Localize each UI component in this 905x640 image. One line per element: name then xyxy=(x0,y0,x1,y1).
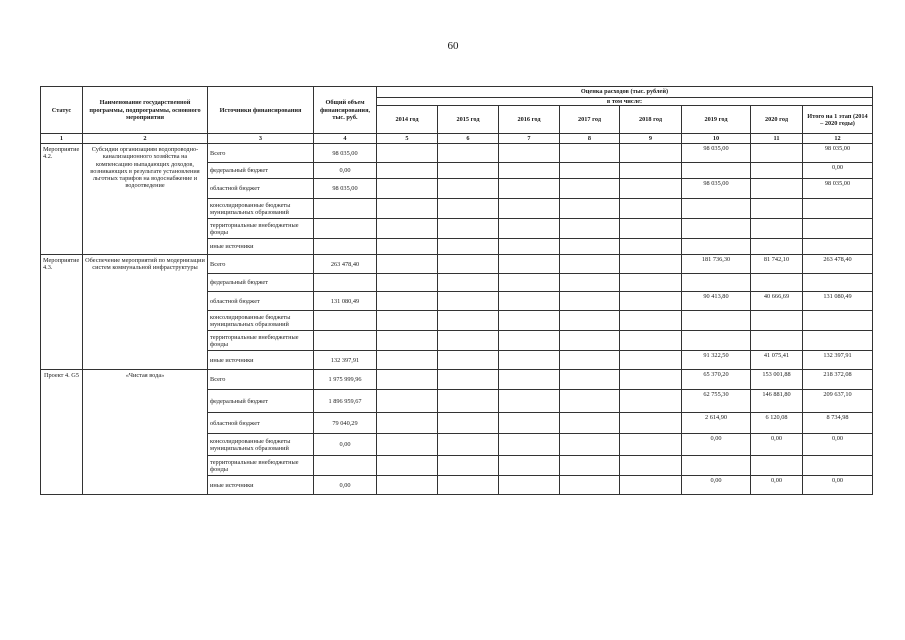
total-value: 0,00 xyxy=(314,476,377,495)
source-label: федеральный бюджет xyxy=(208,163,314,179)
column-number: 12 xyxy=(803,134,873,144)
header-name: Наименование государственной программы, подпрограммы, основного мероприятия xyxy=(83,87,208,134)
year-2020-value xyxy=(751,219,803,239)
total-value: 0,00 xyxy=(314,163,377,179)
source-label: Всего xyxy=(208,370,314,390)
total-value xyxy=(314,456,377,476)
header-estimate: Оценка расходов (тыс. рублей) xyxy=(377,87,873,98)
year-2019-value: 90 413,80 xyxy=(682,292,751,311)
source-label: областной бюджет xyxy=(208,179,314,199)
header-year-2016: 2016 год xyxy=(499,106,560,134)
year-2019-value: 0,00 xyxy=(682,476,751,495)
total-value xyxy=(314,311,377,331)
stage-total-value: 0,00 xyxy=(803,476,873,495)
year-2019-value xyxy=(682,311,751,331)
year-2020-value xyxy=(751,179,803,199)
stage-total-value xyxy=(803,239,873,255)
year-2020-value: 0,00 xyxy=(751,434,803,456)
total-value xyxy=(314,219,377,239)
year-2019-value: 2 614,90 xyxy=(682,413,751,434)
year-2020-value xyxy=(751,274,803,292)
row-status: Мероприятие 4.2. xyxy=(41,144,83,255)
total-value: 1 975 999,96 xyxy=(314,370,377,390)
year-2020-value xyxy=(751,456,803,476)
year-2019-value xyxy=(682,163,751,179)
total-value xyxy=(314,274,377,292)
year-2019-value: 98 035,00 xyxy=(682,179,751,199)
column-number: 9 xyxy=(620,134,682,144)
source-label: областной бюджет xyxy=(208,292,314,311)
source-label: консолидированные бюджеты муниципальных образований xyxy=(208,199,314,219)
year-2019-value: 98 035,00 xyxy=(682,144,751,163)
year-2020-value: 153 001,88 xyxy=(751,370,803,390)
row-name: Субсидии организациям водопроводно-канализационного хозяйства на компенсацию выпадающих доходов, возникающих в результате установления льготных тарифов на водоснабжение и водоотведение xyxy=(83,144,208,255)
total-value xyxy=(314,331,377,351)
year-2019-value: 181 736,30 xyxy=(682,255,751,274)
year-2020-value: 40 666,69 xyxy=(751,292,803,311)
column-number: 11 xyxy=(751,134,803,144)
stage-total-value: 131 080,49 xyxy=(803,292,873,311)
year-2019-value xyxy=(682,219,751,239)
source-label: консолидированные бюджеты муниципальных образований xyxy=(208,311,314,331)
year-2020-value: 0,00 xyxy=(751,476,803,495)
header-year-2020: 2020 год xyxy=(751,106,803,134)
header-status: Статус xyxy=(41,87,83,134)
column-number: 3 xyxy=(208,134,314,144)
total-value: 131 080,49 xyxy=(314,292,377,311)
year-2020-value xyxy=(751,239,803,255)
stage-total-value: 263 478,40 xyxy=(803,255,873,274)
column-number: 2 xyxy=(83,134,208,144)
stage-total-value: 98 035,00 xyxy=(803,179,873,199)
row-status: Проект 4. G5 xyxy=(41,370,83,495)
stage-total-value xyxy=(803,331,873,351)
source-label: иные источники xyxy=(208,476,314,495)
stage-total-value: 98 035,00 xyxy=(803,144,873,163)
total-value: 0,00 xyxy=(314,434,377,456)
header-total: Общий объем финансирования, тыс. руб. xyxy=(314,87,377,134)
year-2020-value: 6 120,08 xyxy=(751,413,803,434)
header-year-2015: 2015 год xyxy=(438,106,499,134)
header-year-2019: 2019 год xyxy=(682,106,751,134)
source-label: федеральный бюджет xyxy=(208,390,314,413)
year-2019-value xyxy=(682,199,751,219)
stage-total-value: 218 372,08 xyxy=(803,370,873,390)
year-2019-value: 0,00 xyxy=(682,434,751,456)
year-2020-value: 81 742,10 xyxy=(751,255,803,274)
header-stage-total: Итого на 1 этап (2014 – 2020 годы) xyxy=(803,106,873,134)
column-number: 1 xyxy=(41,134,83,144)
total-value xyxy=(314,239,377,255)
source-label: областной бюджет xyxy=(208,413,314,434)
source-label: иные источники xyxy=(208,239,314,255)
year-2019-value xyxy=(682,274,751,292)
column-number: 7 xyxy=(499,134,560,144)
total-value: 1 896 959,67 xyxy=(314,390,377,413)
header-source: Источники финансирования xyxy=(208,87,314,134)
year-2020-value xyxy=(751,144,803,163)
stage-total-value: 209 637,10 xyxy=(803,390,873,413)
stage-total-value xyxy=(803,311,873,331)
row-status: Мероприятие 4.3. xyxy=(41,255,83,370)
expenditure-table xyxy=(40,86,873,495)
column-number: 6 xyxy=(438,134,499,144)
source-label: Всего xyxy=(208,255,314,274)
header-year-2017: 2017 год xyxy=(560,106,620,134)
page-number: 60 xyxy=(447,40,459,52)
column-number: 5 xyxy=(377,134,438,144)
year-2019-value: 91 322,50 xyxy=(682,351,751,370)
table-row xyxy=(41,255,873,274)
column-number: 8 xyxy=(560,134,620,144)
stage-total-value xyxy=(803,456,873,476)
year-2020-value xyxy=(751,199,803,219)
year-2019-value: 65 370,20 xyxy=(682,370,751,390)
total-value xyxy=(314,199,377,219)
total-value: 132 397,91 xyxy=(314,351,377,370)
stage-total-value xyxy=(803,274,873,292)
table-row xyxy=(41,144,873,163)
total-value: 79 040,29 xyxy=(314,413,377,434)
stage-total-value xyxy=(803,199,873,219)
source-label: территориальные внебюджетные фонды xyxy=(208,219,314,239)
stage-total-value xyxy=(803,219,873,239)
year-2020-value xyxy=(751,311,803,331)
source-label: консолидированные бюджеты муниципальных образований xyxy=(208,434,314,456)
header-year-2018: 2018 год xyxy=(620,106,682,134)
stage-total-value: 0,00 xyxy=(803,434,873,456)
year-2019-value xyxy=(682,331,751,351)
row-name: «Чистая вода» xyxy=(83,370,208,495)
stage-total-value: 0,00 xyxy=(803,163,873,179)
year-2020-value: 41 075,41 xyxy=(751,351,803,370)
table-row xyxy=(41,370,873,390)
row-name: Обеспечение мероприятий по модернизации систем коммунальной инфраструктуры xyxy=(83,255,208,370)
source-label: территориальные внебюджетные фонды xyxy=(208,456,314,476)
header-year-2014: 2014 год xyxy=(377,106,438,134)
year-2020-value xyxy=(751,163,803,179)
source-label: Всего xyxy=(208,144,314,163)
column-number: 4 xyxy=(314,134,377,144)
column-number: 10 xyxy=(682,134,751,144)
total-value: 98 035,00 xyxy=(314,179,377,199)
source-label: федеральный бюджет xyxy=(208,274,314,292)
year-2020-value xyxy=(751,331,803,351)
year-2020-value: 146 881,80 xyxy=(751,390,803,413)
stage-total-value: 8 734,98 xyxy=(803,413,873,434)
year-2019-value: 62 755,30 xyxy=(682,390,751,413)
source-label: территориальные внебюджетные фонды xyxy=(208,331,314,351)
year-2019-value xyxy=(682,456,751,476)
stage-total-value: 132 397,91 xyxy=(803,351,873,370)
source-label: иные источники xyxy=(208,351,314,370)
header-including: в том числе: xyxy=(377,98,873,106)
total-value: 263 478,40 xyxy=(314,255,377,274)
year-2019-value xyxy=(682,239,751,255)
total-value: 98 035,00 xyxy=(314,144,377,163)
